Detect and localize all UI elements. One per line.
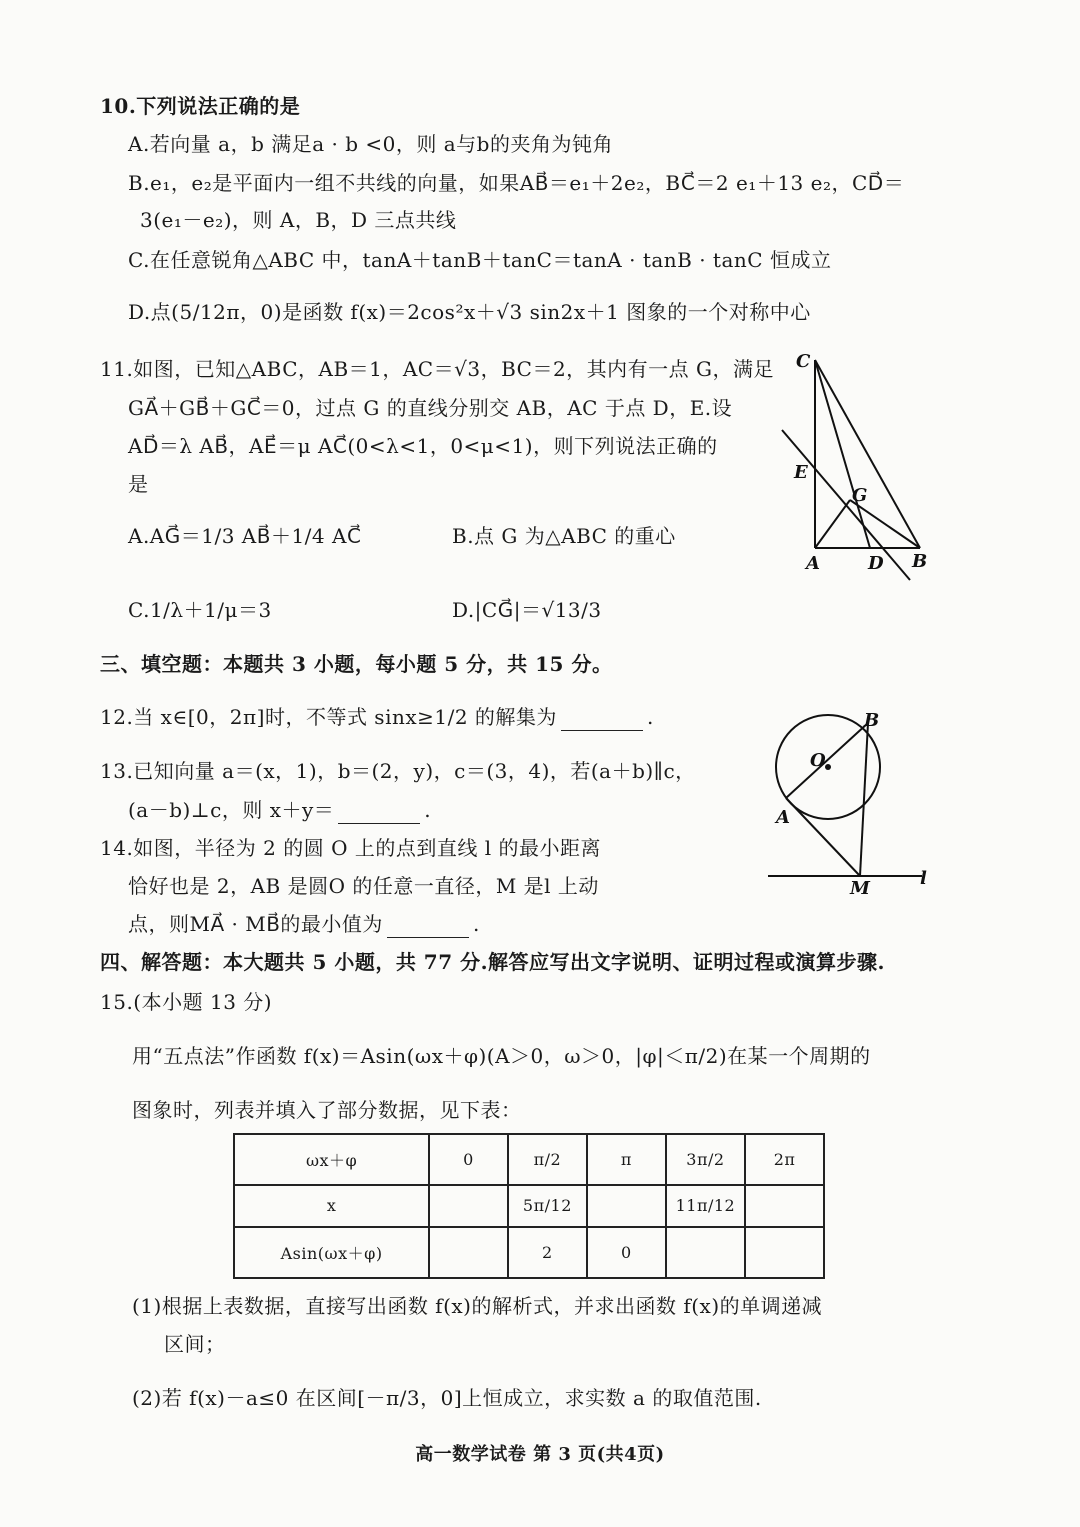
q13-line2: (a－b)⊥c，则 x＋y＝ . <box>128 798 432 822</box>
five-point-table <box>233 1133 825 1279</box>
q11-line3: AD⃗＝λ AB⃗，AE⃗＝μ AC⃗(0<λ<1，0<μ<1)，则下列说法正确的 <box>128 434 718 458</box>
table-cell: 2π <box>745 1134 824 1185</box>
label-d: D <box>868 553 885 574</box>
label-g: G <box>852 485 868 506</box>
q14-answer-blank <box>387 917 469 938</box>
label-e: E <box>794 462 809 483</box>
segment-ag <box>815 500 850 548</box>
q14-circle-figure <box>760 700 940 900</box>
label-l: l <box>920 868 928 889</box>
table-cell: 2 <box>508 1227 587 1278</box>
diameter-ab <box>786 723 868 798</box>
table-cell: 0 <box>429 1134 508 1185</box>
q13-answer-blank <box>338 803 420 824</box>
section-3-heading: 三、填空题：本题共 3 小题，每小题 5 分，共 15 分。 <box>100 652 613 676</box>
table-row <box>234 1227 824 1278</box>
q10-option-d: D.点(5/12π，0)是函数 f(x)＝2cos²x＋√3 sin2x＋1 图象的一个对称中心 <box>128 300 811 324</box>
table-cell: 3π/2 <box>666 1134 746 1185</box>
median-c <box>815 360 870 548</box>
table-row <box>234 1134 824 1185</box>
table-cell <box>745 1227 824 1278</box>
q14-line3: 点，则MA⃗ · MB⃗的最小值为 . <box>128 912 480 936</box>
q15-part1-line2: 区间； <box>164 1332 226 1356</box>
q11-line1: 11.如图，已知△ABC，AB＝1，AC＝√3，BC＝2，其内有一点 G，满足 <box>100 357 775 381</box>
q15-part1-line1: (1)根据上表数据，直接写出函数 f(x)的解析式，并求出函数 f(x)的单调递减 <box>132 1294 823 1318</box>
label-b: B <box>864 710 880 731</box>
table-cell: x <box>234 1185 429 1228</box>
label-b: B <box>912 551 928 572</box>
q10-option-a: A.若向量 a，b 满足a · b <0，则 a与b的夹角为钝角 <box>128 132 613 156</box>
q11-triangle-figure <box>770 345 940 585</box>
page-footer: 高一数学试卷 第 3 页(共4页) <box>415 1444 665 1465</box>
q14-line1: 14.如图，半径为 2 的圆 O 上的点到直线 l 的最小距离 <box>100 836 601 860</box>
q11-option-a: A.AG⃗＝1/3 AB⃗＋1/4 AC⃗ <box>128 524 362 548</box>
table-row <box>234 1185 824 1228</box>
label-a: A <box>806 553 821 574</box>
q10-stem: 10.下列说法正确的是 <box>100 94 301 118</box>
q15-part2: (2)若 f(x)－a≤0 在区间[－π/3，0]上恒成立，求实数 a 的取值范围. <box>132 1386 762 1410</box>
q11-line2: GA⃗＋GB⃗＋GC⃗＝0，过点 G 的直线分别交 AB，AC 于点 D，E.设 <box>128 396 733 420</box>
q14-line2: 恰好也是 2，AB 是圆O 的任意一直径，M 是l 上动 <box>128 874 599 898</box>
q14-stem-end: 点，则MA⃗ · MB⃗的最小值为 <box>128 912 383 936</box>
q11-line4: 是 <box>128 472 149 496</box>
table-cell: 11π/12 <box>666 1185 746 1228</box>
table-cell: Asin(ωx＋φ) <box>234 1227 429 1278</box>
table-cell: ωx＋φ <box>234 1134 429 1185</box>
table-cell: 5π/12 <box>508 1185 587 1228</box>
side-cb <box>815 360 920 548</box>
q15-heading: 15.(本小题 13 分) <box>100 990 273 1014</box>
label-a: A <box>776 807 791 828</box>
q11-option-d: D.|CG⃗|＝√13/3 <box>452 598 602 622</box>
label-m: M <box>850 878 871 899</box>
segment-am <box>786 798 860 876</box>
q12-text: 12.当 x∈[0，2π]时，不等式 sinx≥1/2 的解集为 . <box>100 705 654 729</box>
line-de <box>782 430 910 580</box>
table-cell <box>429 1227 508 1278</box>
q12-stem: 12.当 x∈[0，2π]时，不等式 sinx≥1/2 的解集为 <box>100 705 557 729</box>
segment-bm <box>860 723 868 876</box>
q12-answer-blank <box>561 710 643 731</box>
q10-option-b-line1: B.e₁，e₂是平面内一组不共线的向量，如果AB⃗＝e₁＋2e₂，BC⃗＝2 e₁＋13 e₂，CD⃗＝ <box>128 171 905 195</box>
table-cell: π/2 <box>508 1134 587 1185</box>
label-c: C <box>796 351 811 372</box>
q15-stem-line1: 用“五点法”作函数 f(x)＝Asin(ωx＋φ)(A＞0，ω＞0，|φ|＜π/2)在某一个周期的 <box>132 1044 871 1068</box>
q13-line1: 13.已知向量 a＝(x，1)，b＝(2，y)，c＝(3，4)，若(a＋b)∥c， <box>100 759 696 783</box>
table-cell <box>745 1185 824 1228</box>
q10-option-b-line2: 3(e₁－e₂)，则 A，B，D 三点共线 <box>140 208 457 232</box>
table-cell: π <box>587 1134 666 1185</box>
segment-gb <box>850 500 920 548</box>
q13-stem-end: (a－b)⊥c，则 x＋y＝ <box>128 798 335 822</box>
section-4-heading: 四、解答题：本大题共 5 小题，共 77 分.解答应写出文字说明、证明过程或演算步骤. <box>100 950 886 974</box>
table-cell: 0 <box>587 1227 666 1278</box>
q11-option-c: C.1/λ＋1/μ＝3 <box>128 598 272 622</box>
label-o: O <box>810 750 827 771</box>
q15-stem-line2: 图象时，列表并填入了部分数据，见下表： <box>132 1098 522 1122</box>
table-cell <box>429 1185 508 1228</box>
table-cell <box>666 1227 746 1278</box>
q11-option-b: B.点 G 为△ABC 的重心 <box>452 524 676 548</box>
q10-option-c: C.在任意锐角△ABC 中，tanA＋tanB＋tanC＝tanA · tanB · tanC 恒成立 <box>128 248 832 272</box>
table-cell <box>587 1185 666 1228</box>
